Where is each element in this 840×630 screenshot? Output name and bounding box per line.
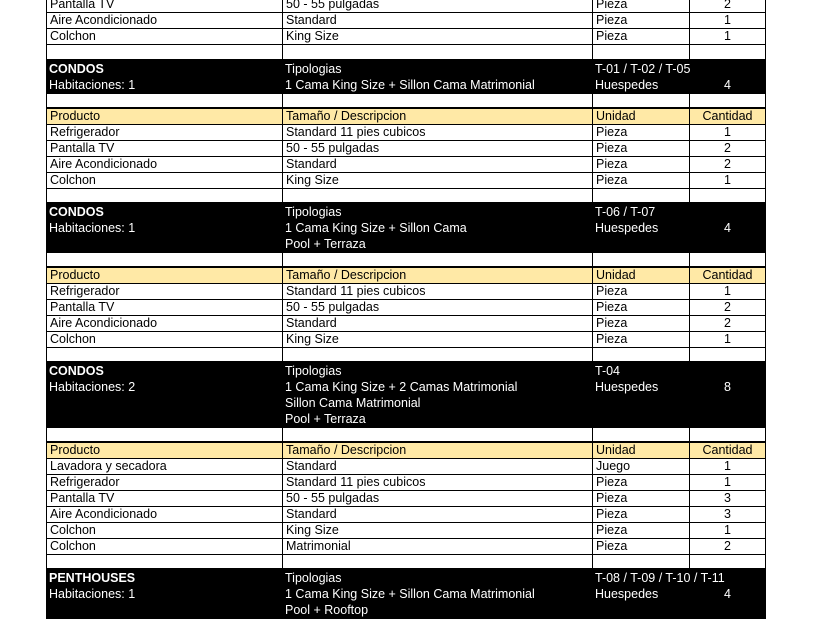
header-producto: Producto	[46, 442, 282, 459]
habitaciones-label: Habitaciones: 2	[49, 380, 136, 394]
spacer-row	[46, 555, 766, 569]
huespedes-label: Huespedes	[595, 587, 659, 601]
habitaciones-label: Habitaciones: 1	[49, 221, 136, 235]
header-descripcion: Tamaño / Descripcion	[282, 442, 592, 459]
tipologia-codes: T-04	[595, 364, 621, 378]
table-row	[46, 316, 766, 332]
spacer-row	[46, 348, 766, 362]
header-producto: Producto	[46, 108, 282, 125]
huespedes-count: 4	[724, 78, 731, 92]
cantidad-cell: 1	[689, 475, 766, 491]
tipologia-line: 1 Cama King Size + Sillon Cama Matrimonial	[285, 78, 535, 92]
cantidad-cell: 1	[689, 173, 766, 189]
empty-cell	[282, 348, 592, 362]
tipologia-line: 1 Cama King Size + Sillon Cama	[285, 221, 467, 235]
empty-cell	[46, 555, 282, 569]
tipologias-label: Tipologias	[285, 364, 342, 378]
cantidad-cell: 3	[689, 507, 766, 523]
table-row	[46, 475, 766, 491]
tipologia-line: Sillon Cama Matrimonial	[285, 396, 421, 410]
unidad-cell: Pieza	[592, 300, 689, 316]
producto-cell: Pantalla TV	[46, 491, 282, 507]
descripcion-cell: King Size	[282, 173, 592, 189]
list-item	[46, 13, 766, 29]
tipologias-cell	[282, 60, 592, 94]
tipologia-line: Pool + Rooftop	[285, 603, 369, 617]
section-type: CONDOS	[49, 62, 104, 76]
empty-cell	[592, 348, 689, 362]
unidad-cell: Pieza	[592, 491, 689, 507]
unidad-cell: Pieza	[592, 141, 689, 157]
empty-cell	[592, 189, 689, 203]
descripcion-cell: 50 - 55 pulgadas	[282, 300, 592, 316]
empty-cell	[689, 348, 766, 362]
producto-cell: Pantalla TV	[46, 141, 282, 157]
spacer-row	[46, 428, 766, 442]
table-row	[46, 523, 766, 539]
table-row	[46, 507, 766, 523]
producto-cell: Aire Acondicionado	[46, 157, 282, 173]
descripcion-cell: Standard 11 pies cubicos	[282, 284, 592, 300]
spacer-row	[46, 94, 766, 108]
section-type-cell	[46, 60, 282, 94]
table-header-row	[46, 108, 766, 125]
table-row	[46, 332, 766, 348]
header-cantidad: Cantidad	[689, 442, 766, 459]
section-header-block	[46, 362, 766, 428]
producto-cell: Colchon	[46, 332, 282, 348]
cantidad-cell: 1	[689, 284, 766, 300]
empty-cell	[282, 45, 592, 60]
producto-cell: Lavadora y secadora	[46, 459, 282, 475]
empty-cell	[592, 428, 689, 442]
empty-cell	[282, 555, 592, 569]
table-row	[46, 300, 766, 316]
producto-cell: Refrigerador	[46, 125, 282, 141]
cantidad-cell: 2	[689, 141, 766, 157]
empty-cell	[282, 94, 592, 108]
unidad-cell: Pieza	[592, 332, 689, 348]
descripcion-cell: King Size	[282, 29, 592, 45]
tipologia-codes: T-01 / T-02 / T-05	[595, 62, 691, 76]
empty-cell	[689, 253, 766, 267]
cantidad-cell: 1	[689, 13, 766, 29]
cantidad-cell: 1	[689, 523, 766, 539]
huespedes-label: Huespedes	[595, 221, 659, 235]
producto-cell: Refrigerador	[46, 475, 282, 491]
huespedes-count: 4	[724, 221, 731, 235]
descripcion-cell: 50 - 55 pulgadas	[282, 141, 592, 157]
empty-cell	[46, 94, 282, 108]
descripcion-cell: Standard	[282, 157, 592, 173]
cantidad-cell: 1	[689, 125, 766, 141]
empty-cell	[592, 94, 689, 108]
table-row	[46, 157, 766, 173]
unidad-cell: Pieza	[592, 173, 689, 189]
empty-cell	[282, 189, 592, 203]
section-type: CONDOS	[49, 364, 104, 378]
table-row	[46, 491, 766, 507]
huespedes-count: 8	[724, 380, 731, 394]
producto-cell: Colchon	[46, 539, 282, 555]
descripcion-cell: King Size	[282, 332, 592, 348]
header-descripcion: Tamaño / Descripcion	[282, 267, 592, 284]
tipologia-line: Pool + Terraza	[285, 237, 366, 251]
table-row	[46, 141, 766, 157]
tipologias-cell	[282, 362, 592, 428]
habitaciones-label: Habitaciones: 1	[49, 78, 136, 92]
unidad-cell: Pieza	[592, 157, 689, 173]
table-row	[46, 125, 766, 141]
empty-cell	[46, 348, 282, 362]
empty-cell	[592, 555, 689, 569]
tipologias-cell	[282, 203, 592, 253]
producto-cell: Pantalla TV	[46, 0, 282, 13]
unidad-cell: Pieza	[592, 0, 689, 13]
header-cantidad: Cantidad	[689, 267, 766, 284]
unidad-cell: Pieza	[592, 475, 689, 491]
producto-cell: Colchon	[46, 173, 282, 189]
empty-cell	[592, 45, 689, 60]
unidad-cell: Pieza	[592, 125, 689, 141]
producto-cell: Aire Acondicionado	[46, 507, 282, 523]
header-producto: Producto	[46, 267, 282, 284]
table-row	[46, 459, 766, 475]
empty-cell	[689, 428, 766, 442]
header-descripcion: Tamaño / Descripcion	[282, 108, 592, 125]
spacer-row	[46, 253, 766, 267]
descripcion-cell: Standard 11 pies cubicos	[282, 475, 592, 491]
unidad-cell: Pieza	[592, 539, 689, 555]
list-item	[46, 29, 766, 45]
descripcion-cell: King Size	[282, 523, 592, 539]
spacer-row	[46, 189, 766, 203]
cantidad-cell: 1	[689, 459, 766, 475]
cantidad-cell: 1	[689, 29, 766, 45]
empty-cell	[689, 555, 766, 569]
descripcion-cell: Standard	[282, 316, 592, 332]
header-unidad: Unidad	[592, 442, 689, 459]
header-cantidad: Cantidad	[689, 108, 766, 125]
producto-cell: Aire Acondicionado	[46, 13, 282, 29]
section-type-cell	[46, 569, 282, 619]
list-item	[46, 0, 766, 13]
producto-cell: Refrigerador	[46, 284, 282, 300]
unidad-cell: Pieza	[592, 507, 689, 523]
section-type-cell	[46, 362, 282, 428]
cantidad-cell: 2	[689, 539, 766, 555]
tipologia-line: 1 Cama King Size + 2 Camas Matrimonial	[285, 380, 518, 394]
empty-cell	[282, 428, 592, 442]
descripcion-cell: Standard	[282, 507, 592, 523]
producto-cell: Colchon	[46, 29, 282, 45]
tipologia-codes: T-08 / T-09 / T-10 / T-11	[595, 571, 725, 585]
empty-cell	[282, 253, 592, 267]
empty-cell	[46, 428, 282, 442]
descripcion-cell: 50 - 55 pulgadas	[282, 0, 592, 13]
section-header-block	[46, 203, 766, 253]
huespedes-label: Huespedes	[595, 380, 659, 394]
habitaciones-label: Habitaciones: 1	[49, 587, 136, 601]
descripcion-cell: Standard	[282, 459, 592, 475]
spacer-row	[46, 45, 766, 60]
empty-cell	[46, 253, 282, 267]
tipologia-line: Pool + Terraza	[285, 412, 366, 426]
header-unidad: Unidad	[592, 267, 689, 284]
unidad-cell: Pieza	[592, 523, 689, 539]
tipologia-line: 1 Cama King Size + Sillon Cama Matrimonial	[285, 587, 535, 601]
producto-cell: Aire Acondicionado	[46, 316, 282, 332]
descripcion-cell: Standard 11 pies cubicos	[282, 125, 592, 141]
unidad-cell: Pieza	[592, 29, 689, 45]
cantidad-cell: 2	[689, 300, 766, 316]
empty-cell	[689, 94, 766, 108]
unidad-cell: Pieza	[592, 13, 689, 29]
table-row	[46, 539, 766, 555]
section-type: CONDOS	[49, 205, 104, 219]
cantidad-cell: 2	[689, 0, 766, 13]
tipologias-label: Tipologias	[285, 205, 342, 219]
producto-cell: Pantalla TV	[46, 300, 282, 316]
huespedes-label: Huespedes	[595, 78, 659, 92]
empty-cell	[46, 45, 282, 60]
table-header-row	[46, 267, 766, 284]
section-header-block	[46, 60, 766, 94]
cantidad-cell: 2	[689, 157, 766, 173]
empty-cell	[592, 253, 689, 267]
table-header-row	[46, 442, 766, 459]
cantidad-cell: 3	[689, 491, 766, 507]
section-header-block	[46, 569, 766, 619]
section-type-cell	[46, 203, 282, 253]
descripcion-cell: Standard	[282, 13, 592, 29]
descripcion-cell: 50 - 55 pulgadas	[282, 491, 592, 507]
tipologia-codes: T-06 / T-07	[595, 205, 656, 219]
empty-cell	[689, 45, 766, 60]
table-row	[46, 173, 766, 189]
empty-cell	[46, 189, 282, 203]
huespedes-count: 4	[724, 587, 731, 601]
unidad-cell: Pieza	[592, 284, 689, 300]
tipologias-label: Tipologias	[285, 571, 342, 585]
cantidad-cell: 2	[689, 316, 766, 332]
unidad-cell: Pieza	[592, 316, 689, 332]
section-type: PENTHOUSES	[49, 571, 136, 585]
descripcion-cell: Matrimonial	[282, 539, 592, 555]
header-unidad: Unidad	[592, 108, 689, 125]
tipologias-cell	[282, 569, 592, 619]
cantidad-cell: 1	[689, 332, 766, 348]
producto-cell: Colchon	[46, 523, 282, 539]
unidad-cell: Juego	[592, 459, 689, 475]
tipologias-label: Tipologias	[285, 62, 342, 76]
table-row	[46, 284, 766, 300]
empty-cell	[689, 189, 766, 203]
